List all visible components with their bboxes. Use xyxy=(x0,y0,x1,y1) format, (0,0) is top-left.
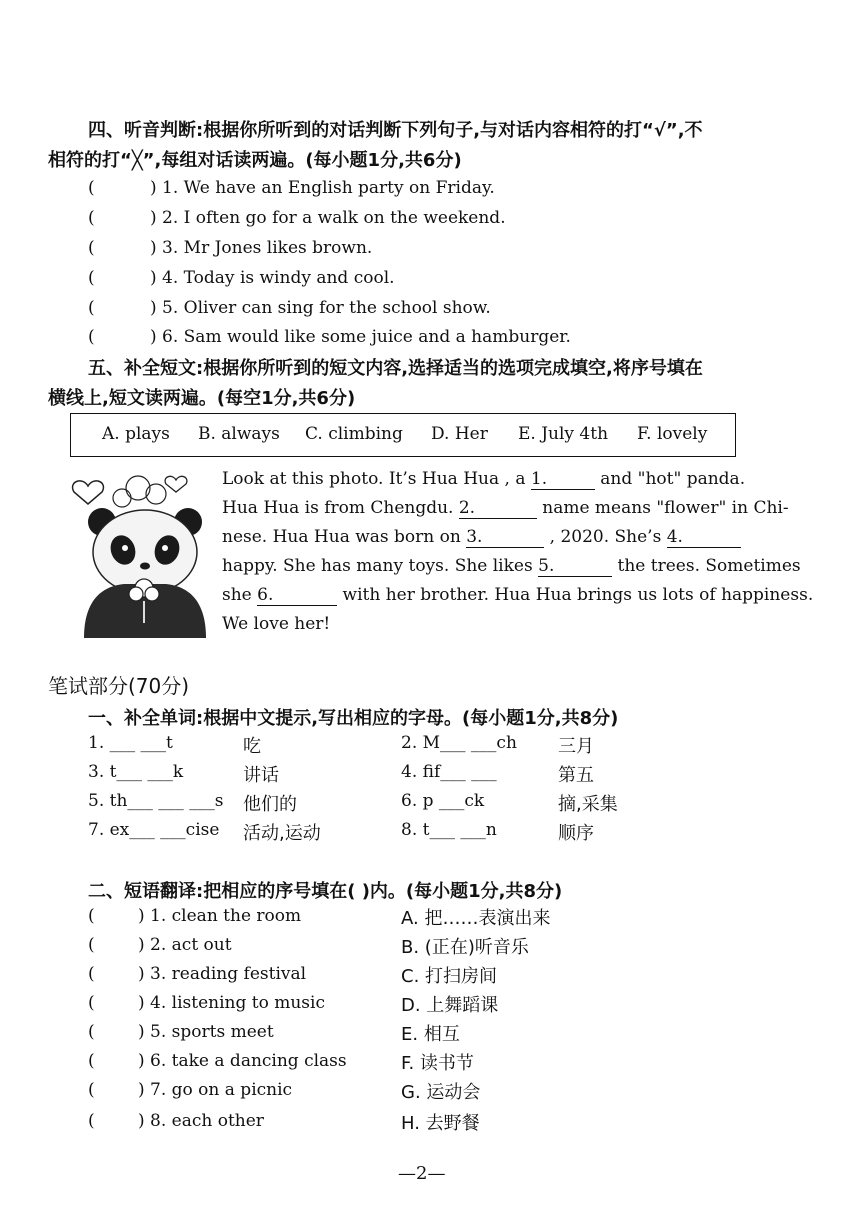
blank-4[interactable]: 4. xyxy=(667,527,741,548)
item-text: ) 2. I often go for a walk on the weekend. xyxy=(150,208,506,228)
passage-text: with her brother. Hua Hua brings us lots of happiness. xyxy=(337,585,814,605)
answer-paren[interactable]: ( xyxy=(88,1051,95,1071)
item-text: ) 5. Oliver can sing for the school show. xyxy=(150,298,491,318)
phrase-cn: D. 上舞蹈课 xyxy=(401,995,499,1016)
blank-5[interactable]: 5. xyxy=(538,556,612,577)
list-item xyxy=(88,238,372,258)
option-c: C. climbing xyxy=(305,424,403,444)
passage-line-5 xyxy=(222,585,813,606)
phrase-cn: F. 读书节 xyxy=(401,1053,474,1074)
phrase-en: ) 5. sports meet xyxy=(138,1022,274,1042)
section5-title-line2: 横线上,短文读两遍。(每空1分,共6分) xyxy=(48,388,356,409)
passage-text: , 2020. She’s xyxy=(544,527,667,547)
section4-title-line1: 四、听音判断:根据你所听到的对话判断下列句子,与对话内容相符的打“√”,不 xyxy=(88,120,703,141)
phrase-en: ) 7. go on a picnic xyxy=(138,1080,293,1100)
word-hint: 第五 xyxy=(558,765,594,786)
phrase-en: ) 3. reading festival xyxy=(138,964,307,984)
phrase-en: ) 8. each other xyxy=(138,1111,264,1131)
option-e: E. July 4th xyxy=(518,424,609,444)
answer-paren[interactable]: ( xyxy=(88,327,95,347)
word-hint: 顺序 xyxy=(558,823,594,844)
answer-paren[interactable]: ( xyxy=(88,268,95,288)
word-hint: 他们的 xyxy=(243,794,297,815)
list-item xyxy=(88,178,495,198)
passage-text: nese. Hua Hua was born on xyxy=(222,527,467,547)
phrase-item xyxy=(88,935,232,955)
phrase-item xyxy=(88,964,306,984)
phrase-item xyxy=(88,1080,292,1100)
option-f: F. lovely xyxy=(637,424,708,444)
option-a: A. plays xyxy=(102,424,170,444)
blank-3[interactable]: 3. xyxy=(466,527,544,548)
answer-paren[interactable]: ( xyxy=(88,1111,95,1131)
phrase-cn: E. 相互 xyxy=(401,1024,460,1045)
list-item xyxy=(88,268,395,288)
list-item xyxy=(88,327,571,347)
phrase-cn: A. 把……表演出来 xyxy=(401,908,551,929)
word-fill-item[interactable]: 3. t___ ___k xyxy=(88,762,184,782)
item-text: ) 3. Mr Jones likes brown. xyxy=(150,238,373,258)
phrase-cn: C. 打扫房间 xyxy=(401,966,498,987)
word-hint: 吃 xyxy=(243,736,261,757)
answer-paren[interactable]: ( xyxy=(88,993,95,1013)
passage-text: the trees. Sometimes xyxy=(612,556,801,576)
word-fill-item[interactable]: 8. t___ ___n xyxy=(401,820,497,840)
part2-title: 二、短语翻译:把相应的序号填在( )内。(每小题1分,共8分) xyxy=(88,881,563,902)
page-number: —2— xyxy=(398,1163,446,1184)
phrase-en: ) 6. take a dancing class xyxy=(138,1051,347,1071)
phrase-item xyxy=(88,993,325,1013)
written-section-title: 笔试部分(70分) xyxy=(48,674,190,698)
word-hint: 讲话 xyxy=(243,765,279,786)
answer-paren[interactable]: ( xyxy=(88,1022,95,1042)
word-fill-item[interactable]: 2. M___ ___ch xyxy=(401,733,517,753)
passage-line-4 xyxy=(222,556,801,577)
item-text: ) 4. Today is windy and cool. xyxy=(150,268,395,288)
answer-paren[interactable]: ( xyxy=(88,238,95,258)
blank-2[interactable]: 2. xyxy=(459,498,537,519)
passage-text: happy. She has many toys. She likes xyxy=(222,556,539,576)
word-fill-item[interactable]: 6. p ___ck xyxy=(401,791,485,811)
word-fill-item[interactable]: 5. th___ ___ ___s xyxy=(88,791,224,811)
word-fill-item[interactable]: 7. ex___ ___cise xyxy=(88,820,220,840)
answer-paren[interactable]: ( xyxy=(88,298,95,318)
passage-line-1 xyxy=(222,469,745,490)
option-d: D. Her xyxy=(431,424,488,444)
passage-text: she xyxy=(222,585,258,605)
word-hint: 三月 xyxy=(558,736,594,757)
panda-illustration xyxy=(68,466,216,638)
phrase-en: ) 2. act out xyxy=(138,935,232,955)
part1-title: 一、补全单词:根据中文提示,写出相应的字母。(每小题1分,共8分) xyxy=(88,708,619,729)
passage-line-2 xyxy=(222,498,789,519)
answer-paren[interactable]: ( xyxy=(88,208,95,228)
word-hint: 活动,运动 xyxy=(243,823,321,844)
word-fill-item[interactable]: 1. ___ ___t xyxy=(88,733,173,753)
phrase-cn: G. 运动会 xyxy=(401,1082,481,1103)
passage-line-6 xyxy=(222,614,330,634)
answer-paren[interactable]: ( xyxy=(88,1080,95,1100)
phrase-en: ) 1. clean the room xyxy=(138,906,302,926)
answer-paren[interactable]: ( xyxy=(88,178,95,198)
phrase-item xyxy=(88,1111,264,1131)
answer-paren[interactable]: ( xyxy=(88,964,95,984)
passage-text: and "hot" panda. xyxy=(594,469,746,489)
blank-1[interactable]: 1. xyxy=(531,469,595,490)
answer-paren[interactable]: ( xyxy=(88,935,95,955)
item-text: ) 1. We have an English party on Friday. xyxy=(150,178,495,198)
section5-title-line1: 五、补全短文:根据你所听到的短文内容,选择适当的选项完成填空,将序号填在 xyxy=(88,358,703,379)
phrase-cn: H. 去野餐 xyxy=(401,1113,480,1134)
passage-line-3 xyxy=(222,527,741,548)
word-hint: 摘,采集 xyxy=(558,794,618,815)
passage-text: Hua Hua is from Chengdu. xyxy=(222,498,459,518)
phrase-item xyxy=(88,1022,274,1042)
list-item xyxy=(88,208,506,228)
option-b: B. always xyxy=(198,424,280,444)
phrase-item xyxy=(88,1051,347,1071)
passage-text: name means "flower" in Chi- xyxy=(536,498,789,518)
item-text: ) 6. Sam would like some juice and a hamburger. xyxy=(150,327,571,347)
passage-text: We love her! xyxy=(222,614,331,634)
word-fill-item[interactable]: 4. fif___ ___ xyxy=(401,762,497,782)
blank-6[interactable]: 6. xyxy=(257,585,337,606)
phrase-en: ) 4. listening to music xyxy=(138,993,325,1013)
section4-title-line2: 相符的打“╳”,每组对话读两遍。(每小题1分,共6分) xyxy=(48,150,462,171)
phrase-cn: B. (正在)听音乐 xyxy=(401,937,529,958)
phrase-item xyxy=(88,906,301,926)
answer-paren[interactable]: ( xyxy=(88,906,95,926)
list-item xyxy=(88,298,491,318)
passage-text: Look at this photo. It’s Hua Hua , a xyxy=(222,469,531,489)
